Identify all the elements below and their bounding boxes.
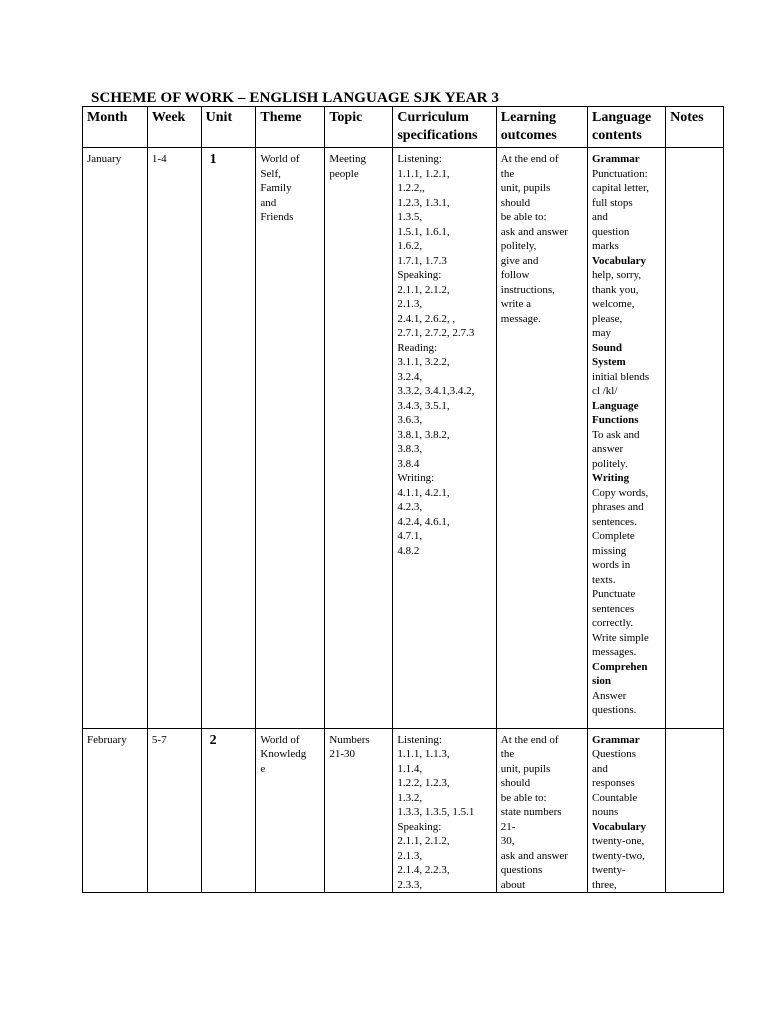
cell-line: Numbers	[329, 733, 370, 746]
cell-line: 3.2.4,	[397, 370, 423, 383]
cell-line: 3.3.2, 3.4.1,3.4.2,	[397, 385, 475, 397]
cell-line: answer	[592, 443, 624, 455]
section-heading: Grammar	[592, 153, 640, 165]
cell-line: ask and answer	[500, 849, 568, 862]
cell-line: unit, pupils	[500, 182, 551, 194]
cell-line: cl /kl/	[592, 385, 618, 397]
cell-line: 4.7.1,	[397, 530, 423, 542]
cell-line: three,	[592, 878, 617, 891]
cell-line: 1.3.5,	[397, 211, 423, 223]
cell-line: Speaking:	[397, 269, 442, 281]
cell-line: twenty-one,	[592, 835, 645, 847]
cell-line: Questions	[592, 748, 637, 760]
cell-language-contents	[588, 728, 666, 893]
cell-line: Punctuation:	[592, 167, 648, 180]
cell-line: should	[500, 777, 531, 789]
cell-line: To ask and	[592, 428, 640, 441]
cell-line: questions	[500, 864, 543, 876]
column-header-learning-line-1: Learning	[500, 110, 556, 125]
cell-line: 2.1.1, 2.1.2,	[397, 835, 450, 847]
cell-line: Reading:	[397, 341, 438, 354]
cell-line: ask and answer	[500, 225, 568, 238]
cell-notes	[666, 148, 724, 729]
cell-line: 4.1.1, 4.2.1,	[397, 486, 450, 499]
cell-unit	[201, 148, 256, 729]
cell-line: phrases and	[592, 501, 644, 513]
cell-line: and	[260, 196, 277, 209]
cell-line: Write simple	[592, 631, 649, 644]
cell-line: 1.2.2,,	[397, 182, 425, 194]
column-header-learning	[496, 107, 587, 148]
cell-line: 1.1.4,	[397, 762, 423, 775]
cell-month: February	[83, 728, 148, 893]
cell-line: words in	[592, 559, 631, 571]
cell-line: thank you,	[592, 283, 639, 296]
cell-line: about	[500, 878, 526, 891]
cell-line: capital letter,	[592, 182, 650, 194]
column-header-unit: Unit	[201, 107, 256, 148]
cell-line: should	[500, 196, 531, 209]
cell-curriculum	[393, 728, 496, 893]
cell-line: responses	[592, 777, 635, 789]
cell-line: 1.3.2,	[397, 791, 423, 804]
cell-topic	[325, 148, 393, 729]
column-header-week: Week	[147, 107, 201, 148]
cell-line: 1.7.1, 1.7.3	[397, 254, 447, 267]
cell-line: At the end of	[500, 733, 559, 746]
section-heading: Vocabulary	[592, 254, 647, 267]
column-header-curriculum	[393, 107, 496, 148]
cell-line: questions.	[592, 704, 637, 716]
cell-line: Self,	[260, 167, 281, 180]
cell-line: 1.1.1, 1.2.1,	[397, 167, 450, 180]
table-row-february	[83, 728, 724, 893]
cell-line: 4.2.3,	[397, 501, 423, 513]
cell-line: twenty-two,	[592, 849, 645, 862]
cell-topic	[325, 728, 393, 893]
cell-line: instructions,	[500, 283, 555, 296]
cell-line: 1.6.2,	[397, 240, 423, 252]
cell-line: At the end of	[500, 153, 559, 165]
table-row-january	[83, 148, 724, 729]
column-header-language-line-2: contents	[592, 128, 642, 143]
cell-line: Listening:	[397, 733, 442, 746]
cell-line: politely.	[592, 457, 628, 470]
cell-line: 30,	[500, 835, 515, 847]
cell-line: 3.1.1, 3.2.2,	[397, 356, 450, 368]
table-header-row	[83, 107, 724, 148]
cell-line: 3.8.1, 3.8.2,	[397, 428, 450, 441]
cell-line: initial blends	[592, 370, 650, 383]
cell-week: 1-4	[147, 148, 201, 729]
cell-line: 1.3.3, 1.3.5, 1.5.1	[397, 806, 475, 818]
cell-line: question	[592, 225, 630, 238]
cell-line: 4.8.2	[397, 544, 420, 557]
cell-learning-outcomes	[496, 728, 587, 893]
cell-line: e	[260, 762, 266, 775]
cell-line: 2.3.3,	[397, 878, 423, 891]
cell-line: the	[500, 748, 515, 760]
cell-line: 1.5.1, 1.6.1,	[397, 225, 450, 238]
cell-line: message.	[500, 312, 541, 325]
cell-line: Copy words,	[592, 486, 649, 499]
cell-line: 2.4.1, 2.6.2, ,	[397, 312, 456, 325]
cell-line: correctly.	[592, 617, 634, 629]
cell-line: World of	[260, 153, 300, 165]
column-header-curriculum-line-2: specifications	[397, 128, 478, 143]
column-header-notes: Notes	[666, 107, 724, 148]
cell-line: full stops	[592, 196, 633, 209]
cell-line: unit, pupils	[500, 762, 551, 775]
cell-line: 1.1.1, 1.1.3,	[397, 748, 450, 760]
cell-line: 3.6.3,	[397, 414, 423, 426]
cell-line: 2.1.3,	[397, 298, 423, 310]
cell-line: 2.7.1, 2.7.2, 2.7.3	[397, 327, 475, 339]
column-header-learning-line-2: outcomes	[500, 128, 557, 143]
cell-line: Complete	[592, 530, 635, 542]
cell-line: Friends	[260, 211, 294, 223]
section-heading: Vocabulary	[592, 820, 647, 833]
cell-line: 4.2.4, 4.6.1,	[397, 515, 450, 528]
cell-curriculum	[393, 148, 496, 729]
cell-line: 2.1.4, 2.2.3,	[397, 864, 450, 876]
column-header-curriculum-line-1: Curriculum	[397, 110, 469, 125]
cell-line: marks	[592, 240, 619, 252]
cell-line: 3.8.3,	[397, 443, 423, 455]
cell-notes	[666, 728, 724, 893]
section-heading: Comprehen	[592, 660, 648, 673]
section-heading: Functions	[592, 414, 639, 426]
cell-line: please,	[592, 312, 623, 325]
cell-line: Knowledg	[260, 748, 307, 760]
cell-line: 2.1.1, 2.1.2,	[397, 283, 450, 296]
cell-line: Meeting	[329, 153, 367, 165]
document-title: SCHEME OF WORK – ENGLISH LANGUAGE SJK YEAR 3	[91, 90, 500, 106]
cell-line: 1.2.2, 1.2.3,	[397, 777, 450, 789]
cell-line: Countable	[592, 791, 638, 804]
cell-line: sentences	[592, 602, 635, 615]
cell-line: 21-	[500, 820, 516, 833]
section-heading: Grammar	[592, 733, 640, 746]
column-header-topic: Topic	[325, 107, 393, 148]
cell-unit	[201, 728, 256, 893]
cell-line: may	[592, 327, 611, 339]
cell-line: Punctuate	[592, 588, 636, 600]
cell-month: January	[83, 148, 148, 729]
cell-line: politely,	[500, 240, 537, 252]
cell-line: messages.	[592, 646, 637, 658]
column-header-month: Month	[83, 107, 148, 148]
cell-line: be able to:	[500, 791, 547, 804]
cell-line: World of	[260, 733, 300, 746]
section-heading: Sound	[592, 341, 623, 354]
cell-line: write a	[500, 298, 531, 310]
cell-line: and	[592, 211, 608, 223]
cell-line: 3.4.3, 3.5.1,	[397, 399, 450, 412]
cell-line: sentences.	[592, 515, 637, 528]
column-header-language	[588, 107, 666, 148]
cell-line: nouns	[592, 806, 619, 818]
cell-line: Speaking:	[397, 820, 442, 833]
cell-learning-outcomes	[496, 148, 587, 729]
cell-line: people	[329, 167, 359, 180]
scheme-of-work-table	[82, 106, 724, 893]
cell-line: be able to:	[500, 211, 547, 223]
unit-number: 1	[209, 152, 217, 167]
cell-theme	[256, 148, 325, 729]
cell-line: missing	[592, 544, 627, 557]
cell-line: Answer	[592, 689, 627, 702]
cell-line: texts.	[592, 573, 616, 586]
cell-line: the	[500, 167, 515, 180]
cell-line: 3.8.4	[397, 457, 420, 470]
cell-language-contents	[588, 148, 666, 729]
cell-line: Listening:	[397, 153, 442, 165]
cell-line: twenty-	[592, 864, 626, 876]
cell-line: Writing:	[397, 472, 435, 484]
cell-line: state numbers	[500, 806, 562, 818]
cell-line: 1.2.3, 1.3.1,	[397, 196, 450, 209]
column-header-theme: Theme	[256, 107, 325, 148]
column-header-language-line-1: Language	[592, 110, 652, 125]
cell-line: Family	[260, 182, 292, 194]
unit-number: 2	[209, 732, 217, 748]
section-heading: sion	[592, 675, 612, 687]
cell-line: 2.1.3,	[397, 849, 423, 862]
section-heading: System	[592, 356, 626, 368]
cell-line: follow	[500, 269, 530, 281]
section-heading: Writing	[592, 472, 630, 484]
cell-theme	[256, 728, 325, 893]
cell-line: help, sorry,	[592, 269, 642, 281]
cell-line: give and	[500, 254, 539, 267]
cell-week: 5-7	[147, 728, 201, 893]
cell-line: welcome,	[592, 298, 635, 310]
cell-line: 21-30	[329, 748, 356, 760]
section-heading: Language	[592, 399, 639, 412]
cell-line: and	[592, 762, 608, 775]
